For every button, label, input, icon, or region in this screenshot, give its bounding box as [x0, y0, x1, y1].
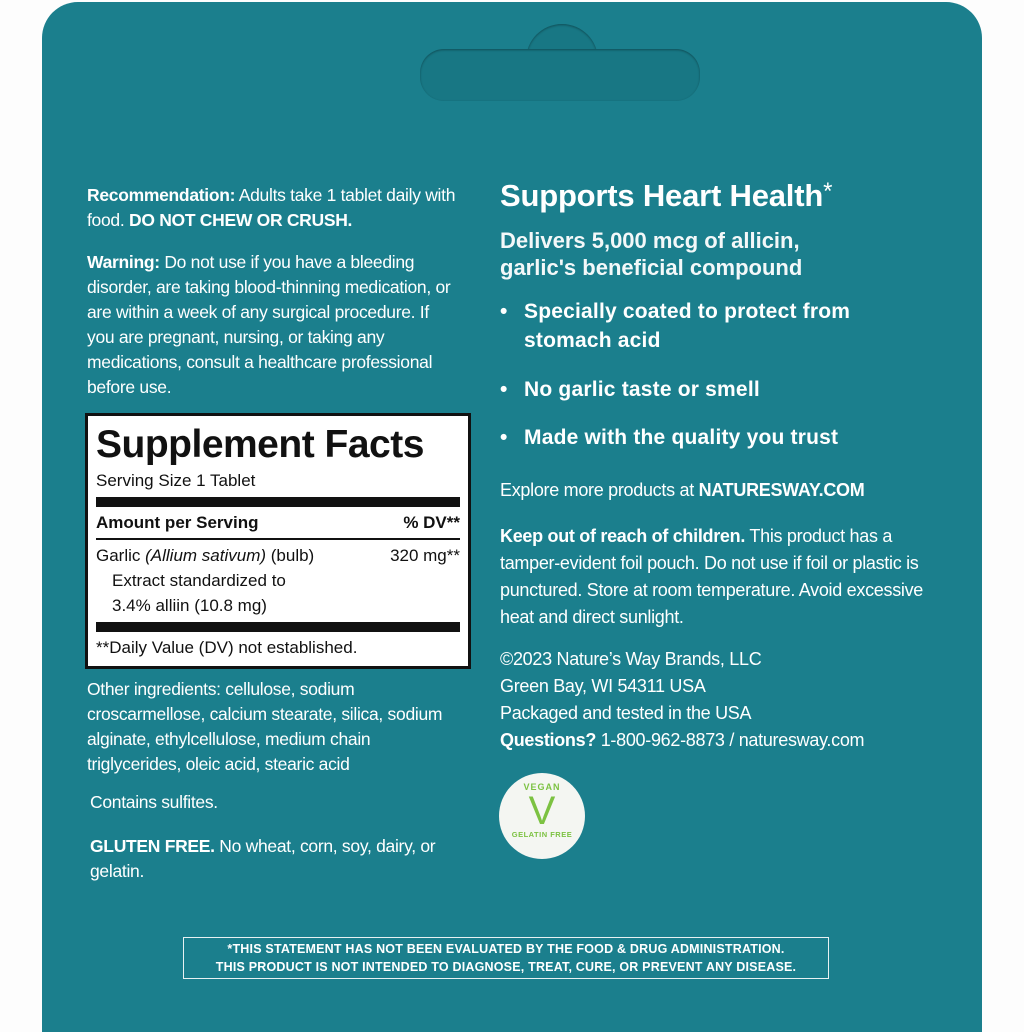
company-info: [500, 646, 864, 754]
vegan-gelatin-free-badge: [499, 773, 585, 859]
ingredient-latin: (Allium sativum): [145, 546, 267, 565]
bullet-icon: •: [500, 300, 508, 323]
questions-label: Questions?: [500, 730, 597, 750]
keep-away-notice: [500, 523, 950, 631]
bullet-text: Specially coated to protect from stomach acid: [524, 300, 851, 352]
copyright: ©2023 Nature’s Way Brands, LLC: [500, 649, 762, 669]
divider: [96, 622, 460, 632]
v-icon: V: [528, 789, 556, 833]
explore-text: Explore more products at: [500, 480, 699, 500]
warning: [87, 250, 457, 400]
keep-label: Keep out of reach of children.: [500, 526, 746, 546]
headline: [500, 178, 832, 214]
extract-line2: 3.4% alliin (10.8 mg): [112, 596, 267, 615]
headline-mark: *: [823, 178, 833, 205]
ingredient-amount: 320 mg**: [390, 546, 460, 565]
explore-site-link[interactable]: NATURESWAY.COM: [698, 480, 865, 500]
packaged-note: Packaged and tested in the USA: [500, 703, 752, 723]
footnote-text: **Daily Value (DV) not established.: [96, 638, 358, 657]
dv-header: % DV**: [403, 513, 460, 532]
ingredient-row: [96, 543, 460, 568]
other-ingredients: Other ingredients: cellulose, sodium croscarmellose, calcium stearate, silica, sodium alginate, ethylcellulose, medium chain triglycerides, oleic acid, stearic acid: [87, 679, 443, 774]
divider: [96, 497, 460, 507]
hang-hole: [420, 49, 700, 101]
ingredient-part: (bulb): [266, 546, 315, 565]
bullet-text: Made with the quality you trust: [524, 426, 839, 449]
explore-line: [500, 478, 864, 503]
footnote: [96, 635, 460, 660]
recommendation-label: Recommendation:: [87, 185, 236, 205]
supplement-facts-panel: [85, 413, 471, 669]
extract-line: [96, 568, 460, 593]
warning-label: Warning:: [87, 252, 160, 272]
disclaimer-line1: *THIS STATEMENT HAS NOT BEEN EVALUATED BY THE FOOD & DRUG ADMINISTRATION.: [227, 942, 785, 956]
badge-bottom-text: GELATIN FREE: [511, 830, 573, 839]
serving-size: [96, 468, 460, 493]
disclaimer-line2: THIS PRODUCT IS NOT INTENDED TO DIAGNOSE, TREAT, CURE, OR PREVENT ANY DISEASE.: [215, 960, 797, 974]
amount-header: Amount per Serving: [96, 513, 259, 532]
keep-text: This product has a tamper-evident foil pouch. Do not use if foil or plastic is punctured. Store at room temperature. Avoid excessive heat and direct sunlight.: [500, 526, 924, 627]
bullet-icon: •: [500, 426, 508, 449]
bullet-text: No garlic taste or smell: [524, 378, 760, 401]
ingredient-name: Garlic: [96, 546, 146, 565]
warning-text: Do not use if you have a bleeding disorder, are taking blood-thinning medication, or are within a week of any surgical procedure. If you are pregnant, nursing, or taking any medications, consult a healthcare professional before use.: [87, 252, 451, 397]
header-row: [96, 510, 460, 535]
serving-size-text: Serving Size 1 Tablet: [96, 471, 256, 490]
benefit-bullet: [500, 297, 920, 355]
benefit-bullet: [500, 375, 920, 404]
questions-contact: 1-800-962-8873 / naturesway.com: [596, 730, 865, 750]
supplement-facts-title: Supplement Facts: [96, 423, 424, 466]
fda-disclaimer: [183, 937, 829, 979]
divider: [96, 538, 460, 540]
bullet-icon: •: [500, 378, 508, 401]
recommendation-text: Adults take 1 tablet daily with food.: [87, 185, 456, 230]
questions-line: [500, 727, 864, 754]
extract-line1: Extract standardized to: [112, 571, 286, 590]
gluten-label: GLUTEN FREE.: [90, 836, 215, 856]
recommendation-bold: DO NOT CHEW OR CRUSH.: [128, 210, 353, 230]
recommendation: [87, 183, 467, 233]
extract-line: [96, 593, 460, 618]
gluten-free: [90, 834, 450, 884]
gluten-text: No wheat, corn, soy, dairy, or gelatin.: [90, 836, 436, 881]
headline-text: Supports Heart Health: [500, 178, 824, 213]
badge-top-text: VEGAN: [523, 782, 561, 792]
address: Green Bay, WI 54311 USA: [500, 676, 706, 696]
sulfites-note: Contains sulfites.: [90, 792, 218, 812]
benefit-bullet: [500, 423, 920, 452]
subheadline: Delivers 5,000 mcg of allicin, garlic's beneficial compound: [500, 228, 803, 280]
